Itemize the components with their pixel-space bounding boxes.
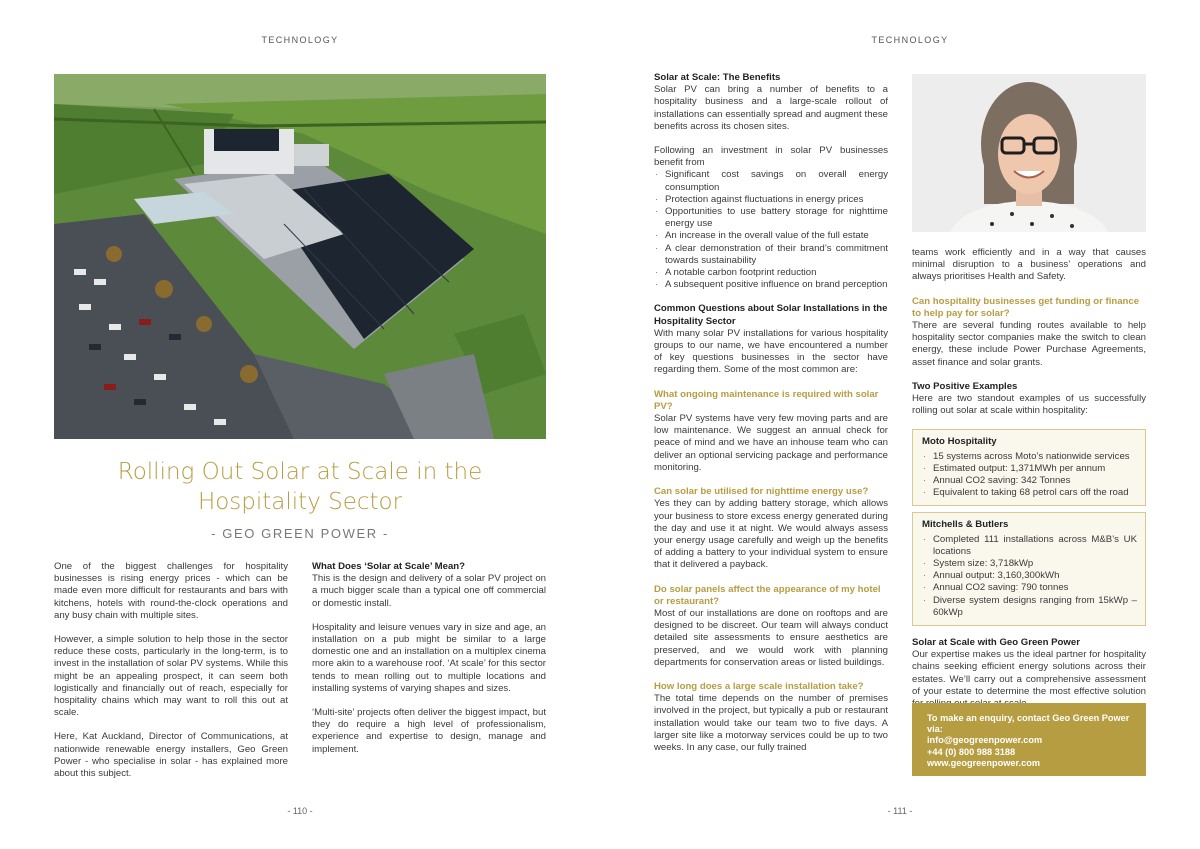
example-box-mitchells-butlers <box>912 512 1146 626</box>
question-heading: Can hospitality businesses get funding or finance to help pay for solar? <box>912 295 1140 319</box>
example-title: Moto Hospitality <box>922 436 997 448</box>
list-item: · System size: 3,718kWp <box>922 558 1137 570</box>
page-number: - 110 - <box>287 806 313 816</box>
list-item: · A subsequent positive influence on brand perception <box>654 279 888 291</box>
list-item: · 15 systems across Moto’s nationwide services <box>922 451 1137 463</box>
hero-photo-solar-roof <box>54 74 546 439</box>
answer-paragraph: Solar PV systems have very few moving parts and are low maintenance. We suggest an annual check for peace of mind and we have an inhouse team who can deliver an optional servicing package and performance monitoring. <box>654 413 888 473</box>
list-item: · A notable carbon footprint reduction <box>654 267 888 279</box>
enquiry-email-link[interactable]: info@geogreenpower.com <box>927 735 1043 746</box>
benefits-list <box>654 169 888 291</box>
answer-paragraph: Most of our installations are done on rooftops and are designed to be discreet. Our team will always conduct detailed site assessments to ensure aesthetics are preserved, and we would work with planning departments for conservation areas or listed buildings. <box>654 607 888 668</box>
section-heading: What Does ‘Solar at Scale’ Mean? <box>312 561 466 572</box>
enquiry-text: To make an enquiry, contact Geo Green Power via: <box>927 713 1130 735</box>
article-subtitle: - GEO GREEN POWER - <box>211 526 389 541</box>
body-paragraph: Our expertise makes us the ideal partner for hospitality chains seeking efficient energy solutions across their estates. We’ll carry out a comprehensive assessment of your estate to determine the most effective solution <box>912 649 1146 697</box>
list-item: · Annual output: 3,160,300kWh <box>922 570 1137 582</box>
body-paragraph: Following an investment in solar PV businesses benefit from <box>654 145 888 169</box>
right-column-1 <box>654 72 888 754</box>
answer-paragraph: Yes they can by adding battery storage, which allows your business to store excess energy generated during the day and use it at night. We would always assess your energy usage carefully and weigh up the benefits of adding a battery to your individual system to ensure that it delivered a payback. <box>654 498 888 571</box>
example-box-moto <box>912 429 1146 506</box>
example-list <box>922 534 1137 619</box>
title-line-2: Hospitality Sector <box>197 489 403 515</box>
list-item: · Annual CO2 saving: 342 Tonnes <box>922 475 1137 487</box>
list-item: · Completed 111 installations across M&B’s UK locations <box>922 534 1137 558</box>
title-line-1: Rolling Out Solar at Scale in the <box>117 459 483 485</box>
portrait-photo <box>912 74 1146 232</box>
body-paragraph: With many solar PV installations for various hospitality groups to our name, we have encountered a number of key questions businesses in the sector have regarding them. Some of the most common are: <box>654 327 888 376</box>
section-heading: Solar at Scale with Geo Green Power <box>912 637 1080 649</box>
question-heading: How long does a large scale installation take? <box>654 680 864 692</box>
body-paragraph: This is the design and delivery of a solar PV project on a much bigger scale than a typical one off commercial or domestic install. <box>312 573 546 609</box>
question-heading: What ongoing maintenance is required with solar PV? <box>654 388 879 412</box>
question-heading: Do solar panels affect the appearance of my hotel or restaurant? <box>654 583 881 607</box>
list-item: · Estimated output: 1,371MWh per annum <box>922 463 1137 475</box>
body-paragraph: Hospitality and leisure venues vary in size and age, an installation on a pub might be similar to a large domestic one and an installation on a multiplex cinema more akin to a warehouse roof. ‘At scale’ for this sector tends to mean rolling out to multiple locations and installing systems of varying shapes and sizes. <box>312 621 546 694</box>
page-number: - 111 - <box>887 806 913 816</box>
left-column-1 <box>54 561 288 792</box>
enquiry-website-link[interactable]: www.geogreenpower.com <box>927 757 1040 768</box>
answer-paragraph: There are several funding routes available to help hospitality sector companies make the switch to clean energy, these include Power Purchase Agreements, asset finance and solar grants. <box>912 320 1146 368</box>
list-item: · A clear demonstration of their brand’s commitment towards sustainability <box>654 243 888 267</box>
answer-paragraph-continued: teams work efficiently and in a way that causes minimal disruption to a business’ operations and always prioritises Health and Safety. <box>912 247 1146 283</box>
right-column-2 <box>912 247 1146 722</box>
answer-paragraph: The total time depends on the number of premises involved in the project, but typically a pub or restaurant installation would take our team two to five days. A larger site like a motorway services could be up to two weeks. In any case, our fully trained <box>654 693 888 753</box>
left-column-2 <box>312 561 546 768</box>
body-paragraph: ‘Multi-site’ projects often deliver the biggest impact, but they do require a high level of professionalism, experience and expertise to design, manage and implement. <box>312 707 546 755</box>
example-title: Mitchells & Butlers <box>922 519 1009 531</box>
enquiry-phone[interactable]: +44 (0) 800 988 3188 <box>927 746 1016 757</box>
section-heading: Two Positive Examples <box>912 380 1018 392</box>
list-item: · Diverse system designs ranging from 15kWp – 60kWp <box>922 595 1137 619</box>
article-title <box>54 457 546 517</box>
section-heading: Solar at Scale: The Benefits <box>654 72 781 83</box>
intro-paragraph-3: Here, Kat Auckland, Director of Communications, at nationwide renewable energy installers, Geo Green Power - who specialise in solar - has explained more about this subject. <box>54 731 288 780</box>
list-item: · Equivalent to taking 68 petrol cars off the road <box>922 487 1137 499</box>
list-item: · Protection against fluctuations in energy prices <box>654 194 888 206</box>
list-item: · An increase in the overall value of the full estate <box>654 230 888 242</box>
list-item: · Significant cost savings on overall energy consumption <box>654 169 888 193</box>
section-heading: Common Questions about Solar Installations in the Hospitality Sector <box>654 303 888 327</box>
list-item: · Annual CO2 saving: 790 tonnes <box>922 582 1137 594</box>
example-list <box>922 451 1137 500</box>
body-paragraph: Solar PV can bring a number of benefits to a hospitality business and a large-scale rollout of installations can essentially spread and augment these benefits across its chosen sites. <box>654 84 888 132</box>
question-heading: Can solar be utilised for nighttime energy use? <box>654 486 869 498</box>
list-item: · Opportunities to use battery storage for nighttime energy use <box>654 206 888 230</box>
body-paragraph: Here are two standout examples of us successfully rolling out solar at scale within hospitality: <box>912 393 1146 417</box>
intro-paragraph-2: However, a simple solution to help those in the sector reduce these costs, particularly in the long-term, is to invest in the installation of solar PV systems. While this might be an appealing prospect, it can seem both logistically and financially out of reach, especially for hospitality chains which may want to roll this out at scale. <box>54 634 288 719</box>
section-label: TECHNOLOGY <box>871 35 949 45</box>
section-label: TECHNOLOGY <box>261 35 339 45</box>
intro-paragraph-1: One of the biggest challenges for hospitality businesses is rising energy prices - which can be made even more difficult for restaurants and bars with kitchens, hotels with round-the-clock operations and any busy chain with multiple sites. <box>54 561 288 621</box>
enquiry-box <box>912 703 1146 776</box>
